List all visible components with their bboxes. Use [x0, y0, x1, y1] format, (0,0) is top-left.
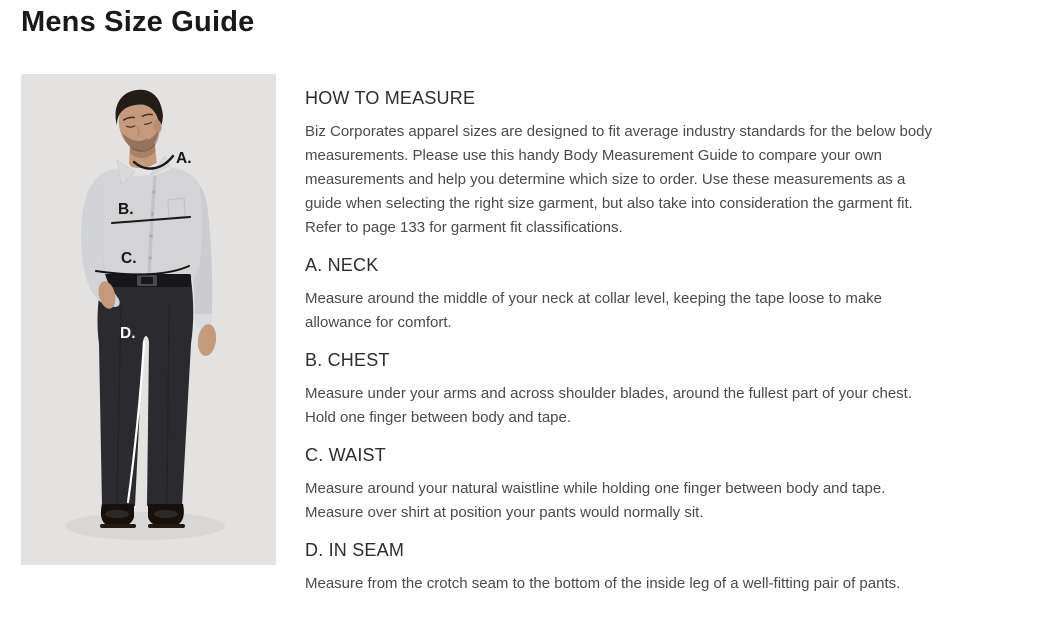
section-body: Measure around your natural waistline while holding one finger between body and tape. Measure over shirt at position your pants would normally sit.: [305, 480, 886, 521]
section-waist: [305, 445, 938, 525]
size-guide-photo: [21, 74, 276, 565]
label-waist: C.: [121, 250, 137, 267]
model-belt: [100, 274, 191, 287]
section-body: Measure under your arms and across shoulder blades, around the fullest part of your chest. Hold one finger between body and tape.: [305, 385, 912, 426]
label-chest: B.: [118, 201, 134, 218]
section-body: Measure from the crotch seam to the bottom of the inside leg of a well-fitting pair of pants.: [305, 575, 901, 592]
section-heading: HOW TO MEASURE: [305, 88, 476, 108]
page-title: Mens Size Guide: [21, 6, 255, 38]
floor-shadow: [65, 512, 225, 540]
model-illustration: [21, 74, 276, 565]
section-inseam: [305, 540, 938, 596]
section-heading: D. IN SEAM: [305, 540, 405, 560]
section-neck: [305, 255, 938, 335]
label-inseam: D.: [120, 325, 136, 342]
measure-guide: [305, 88, 938, 596]
label-neck: A.: [176, 150, 192, 167]
section-heading: B. CHEST: [305, 350, 390, 370]
section-heading: C. WAIST: [305, 445, 386, 465]
model-shirt: [87, 167, 202, 282]
section-chest: [305, 350, 938, 430]
section-body: Biz Corporates apparel sizes are designed to fit average industry standards for the below body measurements. Please use this handy Body Measurement Guide to compare your own measurements and help you determine which size to order. Use these measurements as a guide when selecting the right size garment, but also take into consideration the garment fit. Refer to page 133 for garment fit classifications.: [305, 123, 933, 236]
section-heading: A. NECK: [305, 255, 379, 275]
section-body: Measure around the middle of your neck at collar level, keeping the tape loose to make allowance for comfort.: [305, 290, 883, 331]
section-how-to-measure: [305, 88, 938, 240]
